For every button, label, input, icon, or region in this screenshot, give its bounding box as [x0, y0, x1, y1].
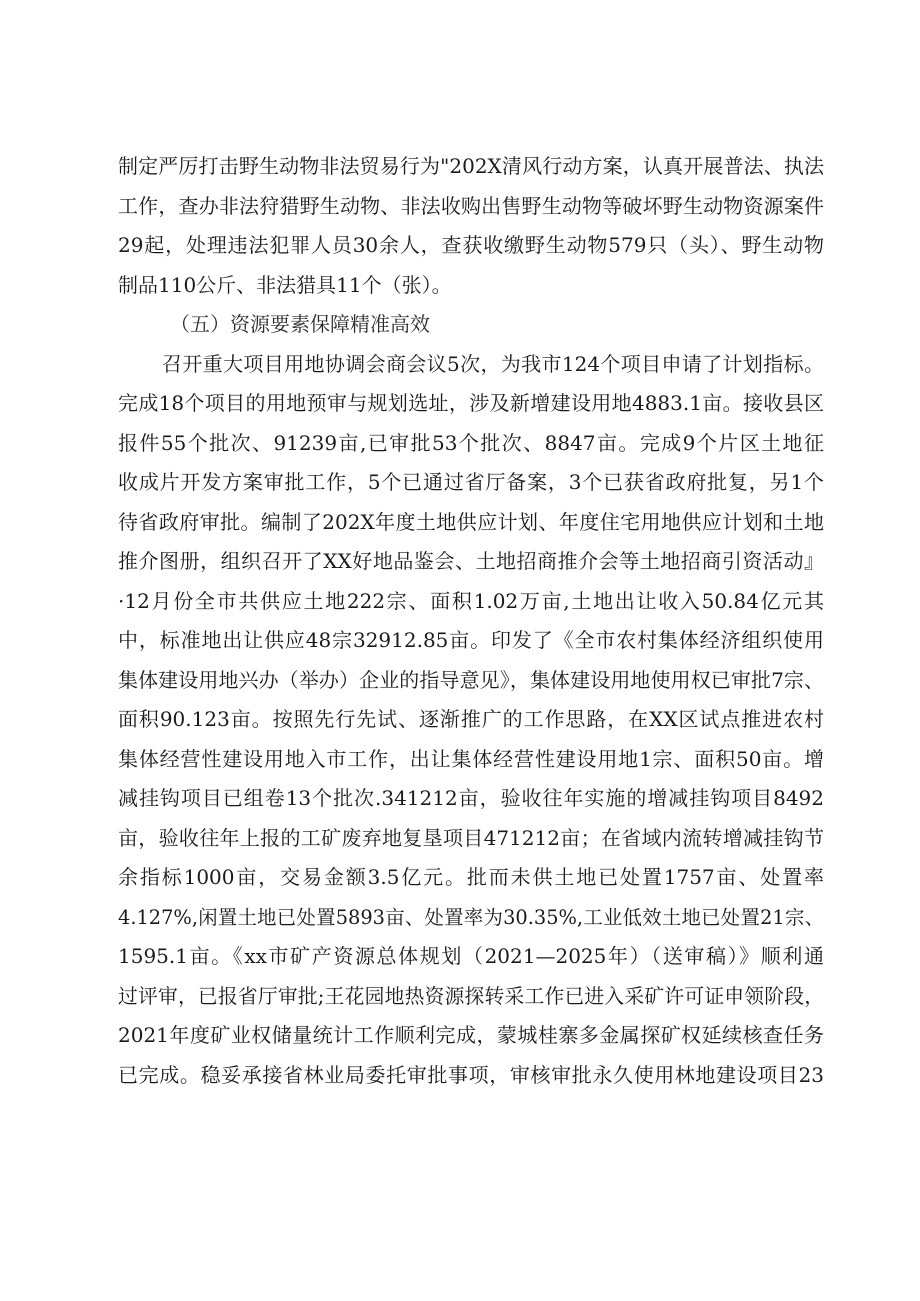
text-line: 集体经营性建设用地入市工作，出让集体经营性建设用地1宗、面积50亩。增	[118, 746, 824, 771]
text-line: 收成片开发方案审批工作，5个已通过省厅备案，3个已获省政府批复，另1个	[118, 470, 824, 494]
text-line: 余指标1000亩，交易金额3.5亿元。批而未供土地已处置1757亩、处置率	[118, 865, 824, 889]
text-line: 制定严厉打击野生动物非法贸易行为"202X清风行动方案，认真开展普法、执法	[118, 154, 824, 178]
text-line: 报件55个批次、91239亩,已审批53个批次、8847亩。完成9个片区土地征	[118, 430, 824, 455]
text-line: 过评审，已报省厅审批;王花园地热资源探转采工作已进入采矿许可证申领阶段，	[118, 984, 824, 1008]
text-line: 工作，查办非法狩猎野生动物、非法收购出售野生动物等破坏野生动物资源案件	[118, 193, 824, 218]
text-line: ·12月份全市共供应土地222宗、面积1.02万亩,土地出让收入50.84亿元其	[118, 588, 824, 613]
text-line: 中，标准地出让供应48宗32912.85亩。印发了《全市农村集体经济组织使用	[118, 628, 824, 652]
paragraph-wildlife-enforcement	[118, 147, 824, 305]
text-line: 完成18个项目的用地预审与规划选址，涉及新增建设用地4883.1亩。接收县区	[118, 391, 824, 415]
text-line: 召开重大项目用地协调会商会议5次，为我市124个项目申请了计划指标。	[162, 351, 824, 376]
text-line: 推介图册，组织召开了XX好地品鉴会、土地招商推介会等土地招商引资活动』	[118, 549, 824, 573]
text-line: 1595.1亩。《xx市矿产资源总体规划（2021—2025年）（送审稿）》顺利通	[118, 944, 824, 968]
text-line: 4.127%,闲置土地已处置5893亩、处置率为30.35%,工业低效土地已处置21宗、	[118, 905, 824, 929]
document-body	[118, 147, 824, 1095]
text-line: 29起，处理违法犯罪人员30余人，查获收缴野生动物579只（头）、野生动物	[118, 233, 824, 257]
paragraph-resource-guarantee	[118, 345, 824, 1096]
text-line: 亩，验收往年上报的工矿废弃地复垦项目471212亩；在省域内流转增减挂钩节	[118, 825, 824, 850]
section-heading: （五）资源要素保障精准高效	[170, 312, 430, 336]
text-line: 制品110公斤、非法猎具11个（张）。	[118, 272, 452, 297]
text-line: 集体建设用地兴办（举办）企业的指导意见》，集体建设用地使用权已审批7宗、	[118, 667, 824, 692]
text-line: 已完成。稳妥承接省林业局委托审批事项，审核审批永久使用林地建设项目23	[118, 1062, 824, 1087]
text-line: 待省政府审批。编制了202X年度土地供应计划、年度住宅用地供应计划和土地	[118, 509, 824, 534]
text-line: 面积90.123亩。按照先行先试、逐渐推广的工作思路，在XX区试点推进农村	[118, 707, 824, 731]
text-line: 减挂钩项目已组卷13个批次.341212亩，验收往年实施的增减挂钩项目8492	[118, 786, 824, 810]
text-line: 2021年度矿业权储量统计工作顺利完成，蒙城桂寨多金属探矿权延续核查任务	[118, 1023, 824, 1047]
